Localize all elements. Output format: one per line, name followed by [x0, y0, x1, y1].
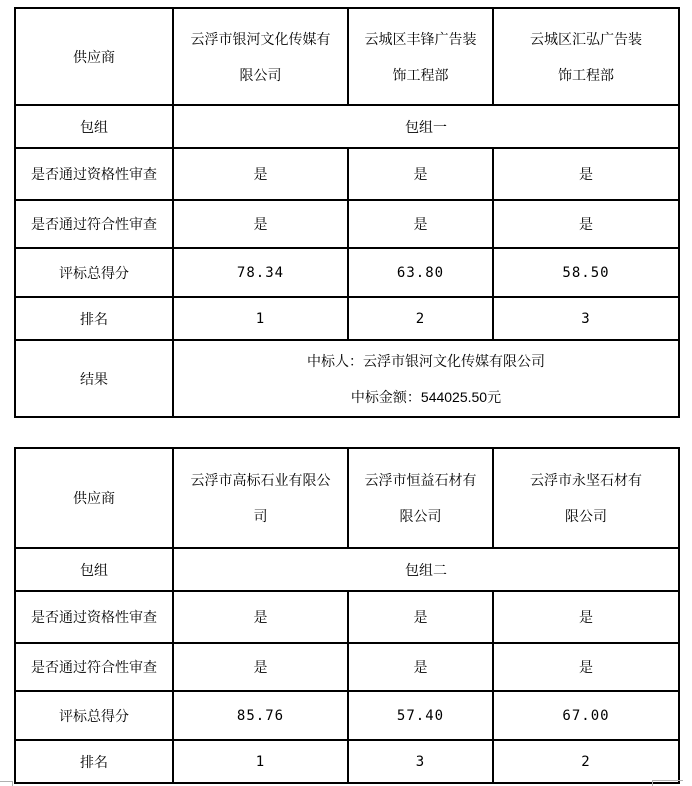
total-score-row [15, 691, 679, 740]
rank-value-cell: 3 [348, 740, 493, 783]
total-score-value-cell: 67.00 [493, 691, 679, 740]
supplier-name-cell [493, 448, 679, 548]
total-score-label-cell: 评标总得分 [15, 691, 173, 740]
qualification-review-value-cell: 是 [348, 148, 493, 200]
rank-label-cell: 排名 [15, 740, 173, 783]
qualification-review-value-cell: 是 [493, 148, 679, 200]
rank-row [15, 297, 679, 340]
qualification-review-value-cell: 是 [173, 591, 348, 643]
qualification-review-value-cell: 是 [173, 148, 348, 200]
conformity-review-value-cell: 是 [493, 200, 679, 248]
supplier-label-cell: 供应商 [15, 448, 173, 548]
amount-line: 中标金额：544025.50元 [350, 388, 502, 405]
package-group-label-cell: 包组 [15, 105, 173, 148]
package-group-row [15, 548, 679, 591]
qualification-review-label-cell: 是否通过资格性审查 [15, 591, 173, 643]
total-score-value-cell: 58.50 [493, 248, 679, 297]
rank-value-cell: 3 [493, 297, 679, 340]
supplier-name-cell [348, 8, 493, 105]
conformity-review-value-cell: 是 [173, 643, 348, 691]
package-group-value-cell: 包组一 [173, 105, 679, 148]
qualification-review-value-cell: 是 [493, 591, 679, 643]
package-group-label-cell: 包组 [15, 548, 173, 591]
conformity-review-value-cell: 是 [348, 200, 493, 248]
supplier-label-cell: 供应商 [15, 8, 173, 105]
rank-value-cell: 1 [173, 740, 348, 783]
rank-row [15, 740, 679, 783]
winner-line: 中标人：云浮市银河文化传媒有限公司 [307, 352, 545, 369]
total-score-value-cell: 57.40 [348, 691, 493, 740]
bid-result-table-package-1 [14, 7, 680, 418]
conformity-review-row [15, 643, 679, 691]
supplier-name: 云浮市永坚石材有限公司 [530, 472, 642, 524]
supplier-name-cell [173, 8, 348, 105]
supplier-name: 云城区汇弘广告装饰工程部 [530, 30, 642, 83]
total-score-value-cell: 63.80 [348, 248, 493, 297]
total-score-value-cell: 85.76 [173, 691, 348, 740]
supplier-name: 云浮市恒益石材有限公司 [364, 472, 477, 524]
supplier-name-cell [173, 448, 348, 548]
rank-label-cell: 排名 [15, 297, 173, 340]
qualification-review-row [15, 148, 679, 200]
package-group-value-cell: 包组二 [173, 548, 679, 591]
page-margin-mark-bottom-right [652, 780, 683, 786]
qualification-review-row [15, 591, 679, 643]
supplier-row [15, 448, 679, 548]
page-margin-mark-bottom-left [0, 781, 13, 786]
result-label-cell: 结果 [15, 340, 173, 417]
supplier-name: 云浮市高标石业有限公司 [190, 472, 331, 524]
conformity-review-row [15, 200, 679, 248]
rank-value-cell: 1 [173, 297, 348, 340]
total-score-value-cell: 78.34 [173, 248, 348, 297]
supplier-name: 云浮市银河文化传媒有限公司 [190, 30, 331, 83]
supplier-name-cell [493, 8, 679, 105]
supplier-name: 云城区丰锋广告装饰工程部 [364, 30, 477, 83]
conformity-review-value-cell: 是 [348, 643, 493, 691]
qualification-review-label-cell: 是否通过资格性审查 [15, 148, 173, 200]
conformity-review-label-cell: 是否通过符合性审查 [15, 200, 173, 248]
supplier-name-cell [348, 448, 493, 548]
result-value-cell [173, 340, 679, 417]
package-group-row [15, 105, 679, 148]
supplier-row [15, 8, 679, 105]
conformity-review-value-cell: 是 [173, 200, 348, 248]
result-row [15, 340, 679, 417]
rank-value-cell: 2 [493, 740, 679, 783]
conformity-review-value-cell: 是 [493, 643, 679, 691]
conformity-review-label-cell: 是否通过符合性审查 [15, 643, 173, 691]
rank-value-cell: 2 [348, 297, 493, 340]
bid-result-table-package-2 [14, 447, 680, 784]
total-score-row [15, 248, 679, 297]
qualification-review-value-cell: 是 [348, 591, 493, 643]
total-score-label-cell: 评标总得分 [15, 248, 173, 297]
